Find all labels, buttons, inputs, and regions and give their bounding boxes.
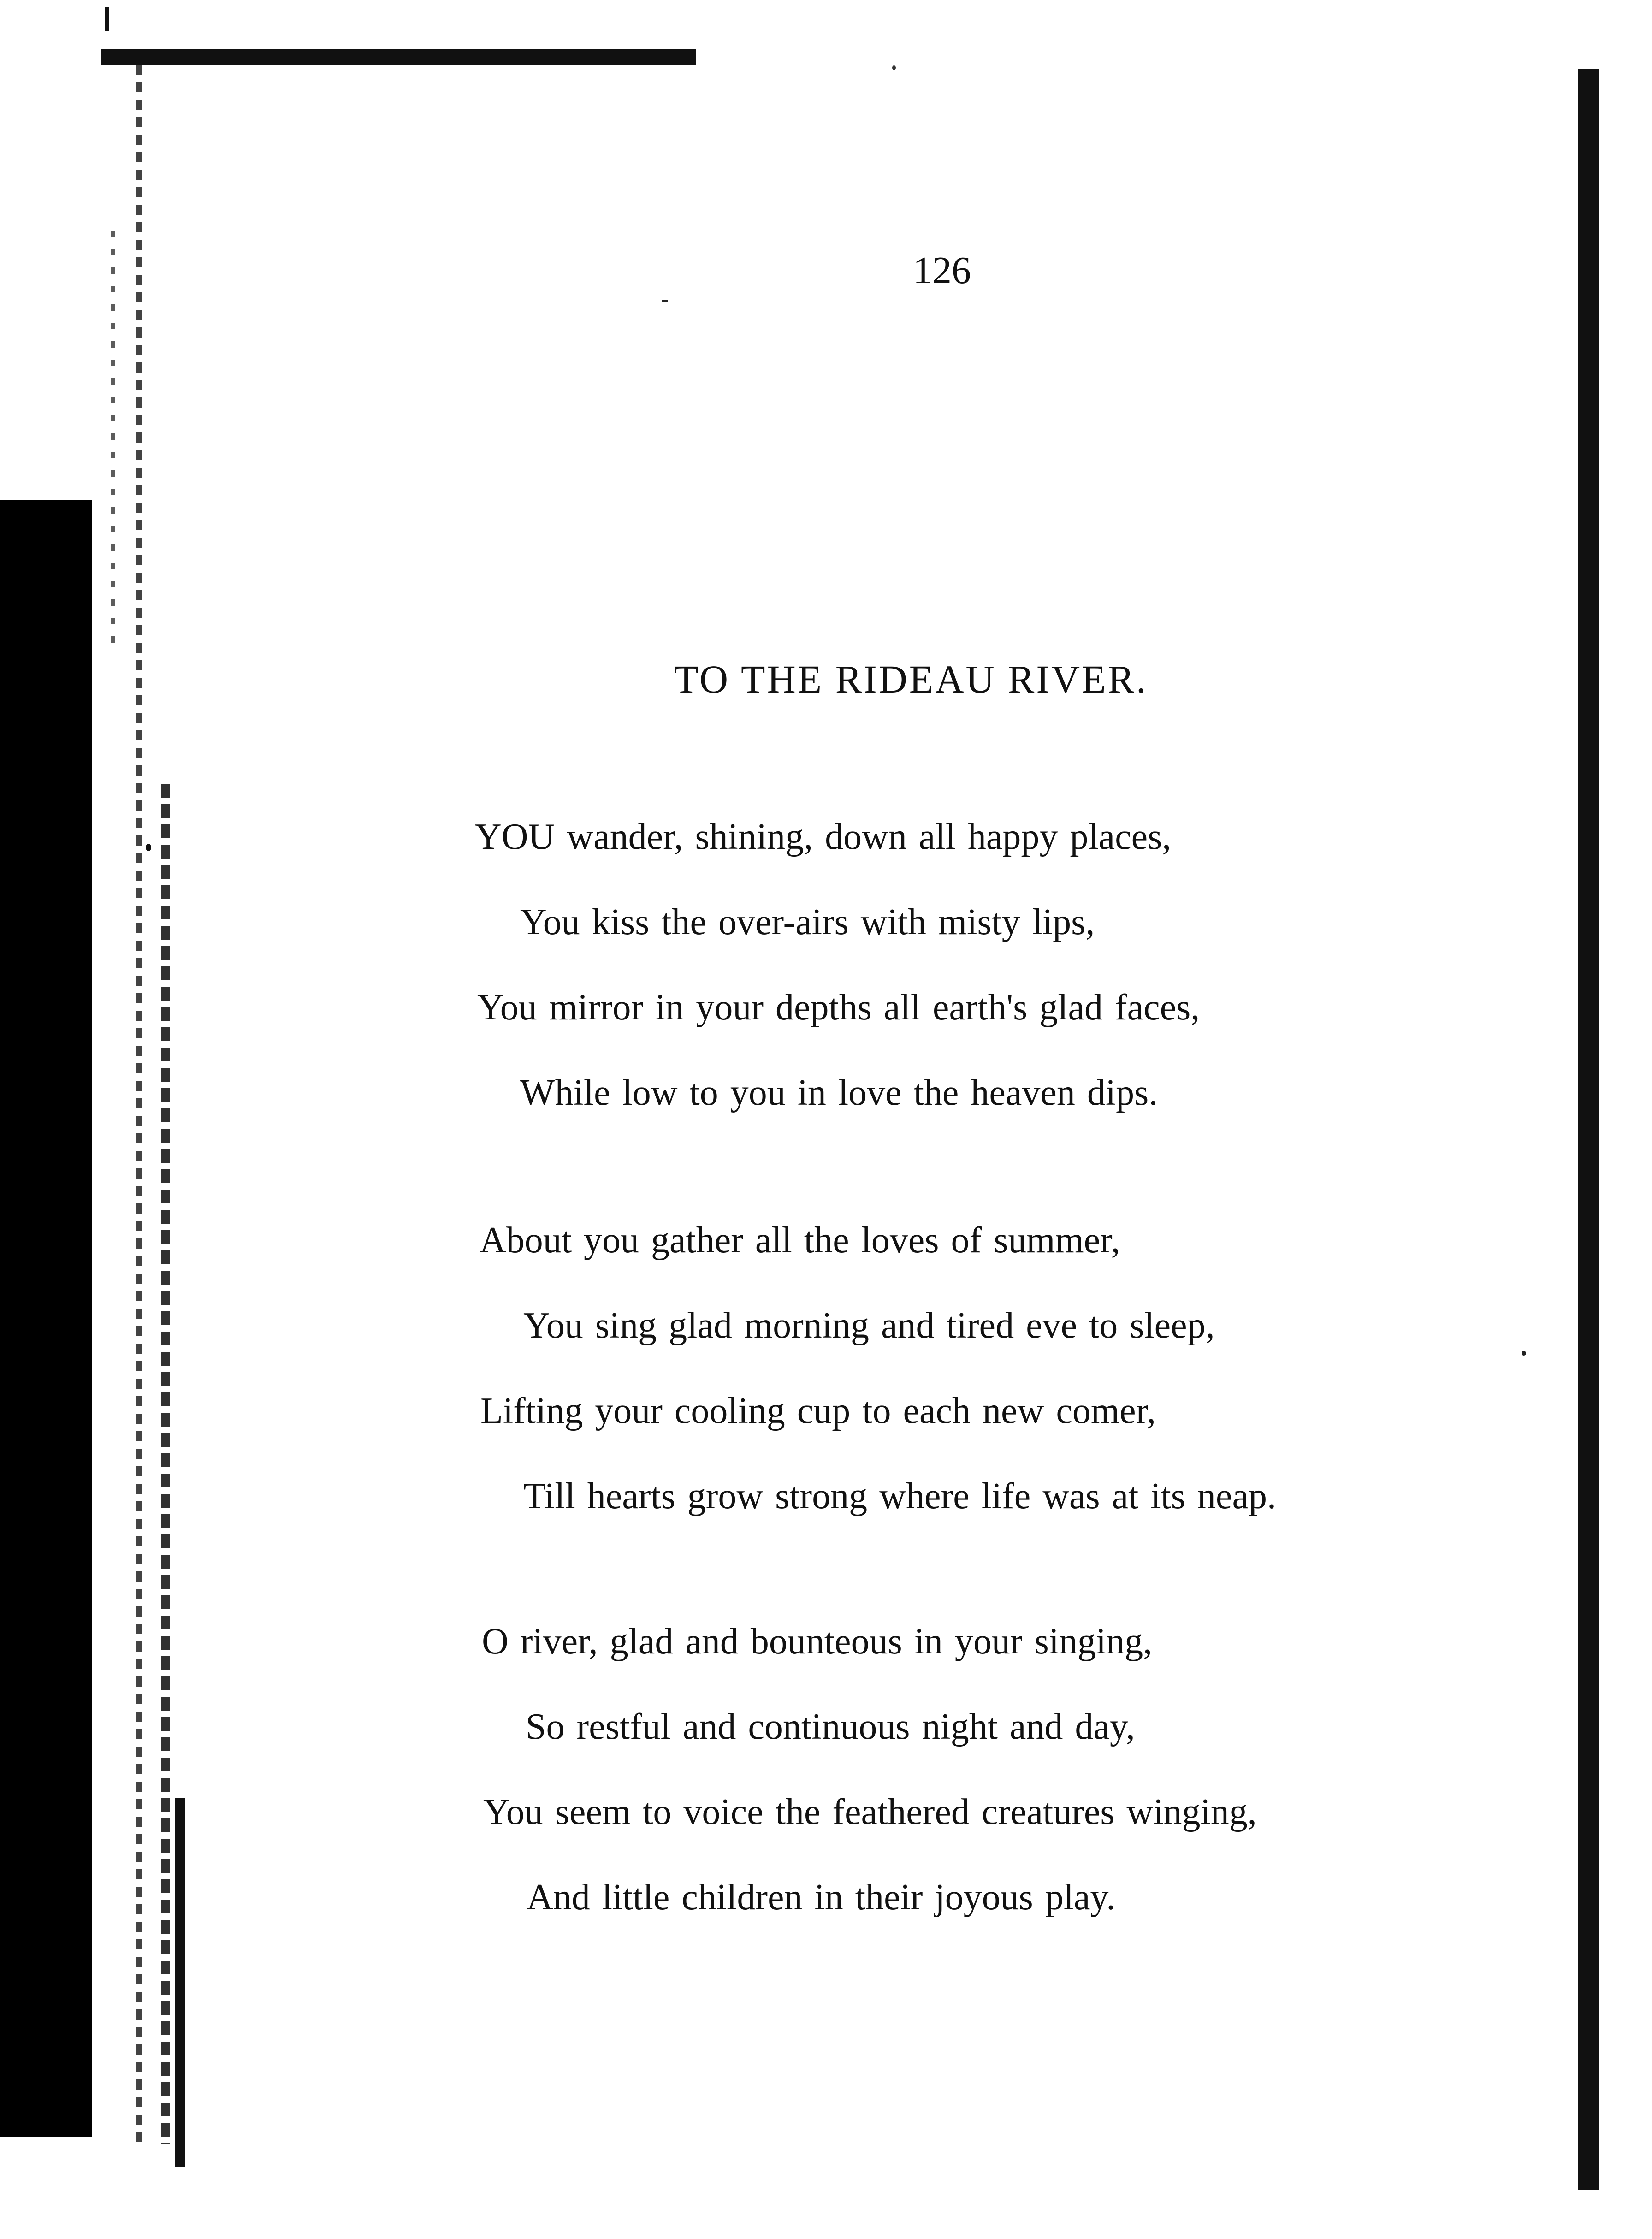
- poem-title: TO THE RIDEAU RIVER.: [674, 657, 1148, 701]
- poem-line: Lifting your cooling cup to each new comer,: [480, 1391, 1156, 1431]
- page-number: 126: [913, 249, 971, 292]
- scan-left-shadow: [0, 500, 92, 2137]
- poem-line: You kiss the over-airs with misty lips,: [520, 902, 1095, 942]
- scan-gutter-line: [175, 1798, 185, 2167]
- poem-line: You sing glad morning and tired eve to sleep,: [523, 1305, 1215, 1346]
- scan-speck: [146, 844, 151, 851]
- poem-line: O river, glad and bounteous in your singing,: [482, 1621, 1153, 1662]
- scan-speck: [892, 65, 896, 70]
- poem-line: So restful and continuous night and day,: [526, 1706, 1135, 1747]
- scan-gutter-line: [136, 65, 142, 2149]
- scan-edge-mark: [105, 7, 109, 31]
- poem-line: About you gather all the loves of summer,: [480, 1220, 1120, 1261]
- scan-gutter-line: [111, 231, 115, 646]
- scan-right-bar: [1578, 69, 1599, 2190]
- scan-speck: [662, 300, 668, 302]
- scan-gutter-line: [161, 784, 170, 2144]
- poem-line: While low to you in love the heaven dips.: [520, 1072, 1158, 1113]
- poem-line: And little children in their joyous play.: [527, 1877, 1116, 1918]
- poem-line: Till hearts grow strong where life was at its neap.: [523, 1476, 1276, 1516]
- poem-line: You mirror in your depths all earth's glad faces,: [477, 987, 1200, 1028]
- scan-top-bar: [101, 49, 696, 65]
- poem-line: You seem to voice the feathered creatures winging,: [483, 1792, 1257, 1832]
- scan-speck: [1522, 1351, 1526, 1356]
- poem-line: YOU wander, shining, down all happy places,: [475, 817, 1172, 857]
